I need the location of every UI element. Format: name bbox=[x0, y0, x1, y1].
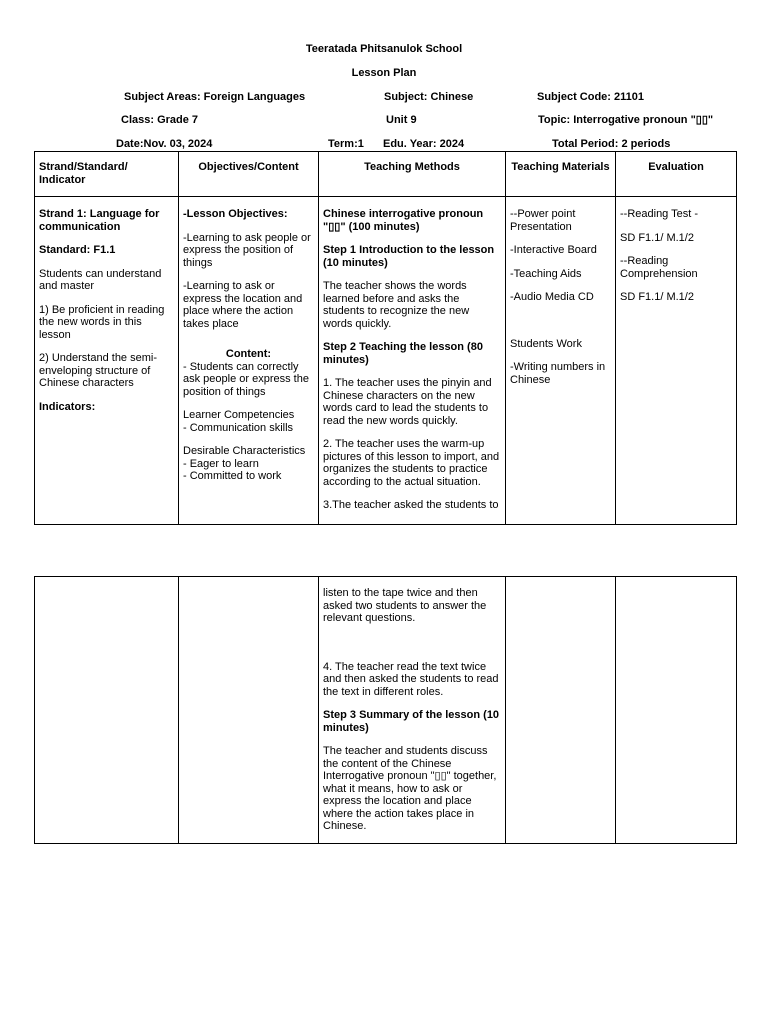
school-name: Teeratada Phitsanulok School bbox=[305, 43, 463, 55]
evaluation-1: --Reading Test - bbox=[620, 208, 699, 220]
step2-item-1: 1. The teacher uses the pinyin and Chinese characters on the new words card to lead the students to read the new words quickly. bbox=[323, 377, 492, 427]
table-row bbox=[35, 197, 737, 525]
evaluation-2: SD F1.1/ M.1/2 bbox=[620, 231, 694, 244]
material-3: -Teaching Aids bbox=[510, 267, 582, 280]
material-4: -Audio Media CD bbox=[510, 291, 594, 303]
step2-item-2: 2. The teacher uses the warm-up pictures of this lesson to import, and organizes the students to practice according to the actual situation. bbox=[323, 438, 500, 488]
total-period: Total Period: 2 periods bbox=[552, 138, 671, 150]
table-row bbox=[35, 577, 737, 844]
characteristics-title: Desirable Characteristics bbox=[183, 445, 306, 457]
methods-cell-continued bbox=[319, 577, 506, 844]
content-title: Content: bbox=[225, 348, 272, 360]
step2-item-4: 4. The teacher read the text twice and then asked the students to read the text in different roles. bbox=[323, 660, 499, 698]
header-strand: Strand/Standard/ Indicator bbox=[35, 152, 179, 197]
objectives-cell-continued bbox=[179, 577, 319, 844]
table-header-row bbox=[35, 152, 737, 197]
date: Date:Nov. 03, 2024 bbox=[116, 138, 213, 150]
header-materials: Teaching Materials bbox=[506, 152, 616, 197]
objective-1: -Learning to ask people or express the position of things bbox=[183, 231, 311, 269]
step2-title: Step 2 Teaching the lesson (80 minutes) bbox=[323, 341, 483, 366]
evaluation-4: SD F1.1/ M.1/2 bbox=[620, 291, 694, 303]
header-objectives: Objectives/Content bbox=[179, 152, 319, 197]
competencies-title: Learner Competencies bbox=[183, 409, 295, 421]
step2-item-3-end: listen to the tape twice and then asked two students to answer the relevant questions. bbox=[323, 587, 487, 624]
document-title: Lesson Plan bbox=[351, 67, 417, 79]
strand-item-1: 1) Be proficient in reading the new words in this lesson bbox=[39, 303, 165, 341]
strand-description: Students can understand and master bbox=[39, 267, 162, 292]
topic: Topic: Interrogative pronoun "▯▯" bbox=[538, 114, 714, 126]
strand-cell-continued bbox=[35, 577, 179, 844]
material-5: Students Work bbox=[510, 337, 582, 350]
lesson-plan-table-part2 bbox=[34, 576, 737, 844]
materials-cell bbox=[506, 197, 616, 525]
header-evaluation: Evaluation bbox=[616, 152, 737, 197]
step3-text: The teacher and students discuss the content of the Chinese Interrogative pronoun "▯▯" together, what it means, how to ask or express the location and place where the action takes place in Chinese. bbox=[323, 745, 497, 832]
methods-cell bbox=[319, 197, 506, 525]
indicators-label: Indicators: bbox=[39, 400, 96, 413]
objective-2: -Learning to ask or express the location and place where the action takes place bbox=[183, 280, 303, 330]
characteristic-1: - Eager to learn bbox=[183, 457, 259, 470]
objectives-title: -Lesson Objectives: bbox=[183, 208, 288, 220]
competency-1: - Communication skills bbox=[183, 421, 294, 434]
material-1: --Power point Presentation bbox=[510, 208, 576, 233]
lesson-plan-table-part1 bbox=[34, 151, 737, 525]
subject: Subject: Chinese bbox=[384, 91, 474, 103]
evaluation-cell-continued bbox=[616, 577, 737, 844]
material-6: -Writing numbers in Chinese bbox=[510, 361, 606, 386]
methods-title: Chinese interrogative pronoun "▯▯" (100 minutes) bbox=[323, 208, 484, 233]
content-item-1: - Students can correctly ask people or express the position of things bbox=[183, 360, 309, 398]
evaluation-cell bbox=[616, 197, 737, 525]
unit: Unit 9 bbox=[386, 114, 417, 126]
class: Class: Grade 7 bbox=[121, 114, 199, 126]
material-2: -Interactive Board bbox=[510, 244, 597, 256]
evaluation-3: --Reading Comprehension bbox=[620, 255, 698, 280]
subject-areas: Subject Areas: Foreign Languages bbox=[124, 91, 306, 103]
standard-label: Standard: F1.1 bbox=[39, 244, 116, 256]
step1-title: Step 1 Introduction to the lesson (10 minutes) bbox=[323, 244, 495, 269]
step3-title: Step 3 Summary of the lesson (10 minutes) bbox=[323, 709, 500, 734]
strand-cell bbox=[35, 197, 179, 525]
step1-text: The teacher shows the words learned before and asks the students to recognize the new words quickly. bbox=[323, 280, 470, 330]
term: Term:1 bbox=[328, 138, 364, 150]
objectives-cell bbox=[179, 197, 319, 525]
materials-cell-continued bbox=[506, 577, 616, 844]
subject-code: Subject Code: 21101 bbox=[537, 91, 644, 103]
characteristic-2: - Committed to work bbox=[183, 470, 282, 482]
edu-year: Edu. Year: 2024 bbox=[383, 138, 465, 150]
strand-item-2: 2) Understand the semi-enveloping structure of Chinese characters bbox=[39, 352, 157, 389]
header-methods: Teaching Methods bbox=[319, 152, 506, 197]
step2-item-3-start: 3.The teacher asked the students to bbox=[323, 499, 499, 511]
strand-title: Strand 1: Language for communication bbox=[39, 208, 160, 233]
